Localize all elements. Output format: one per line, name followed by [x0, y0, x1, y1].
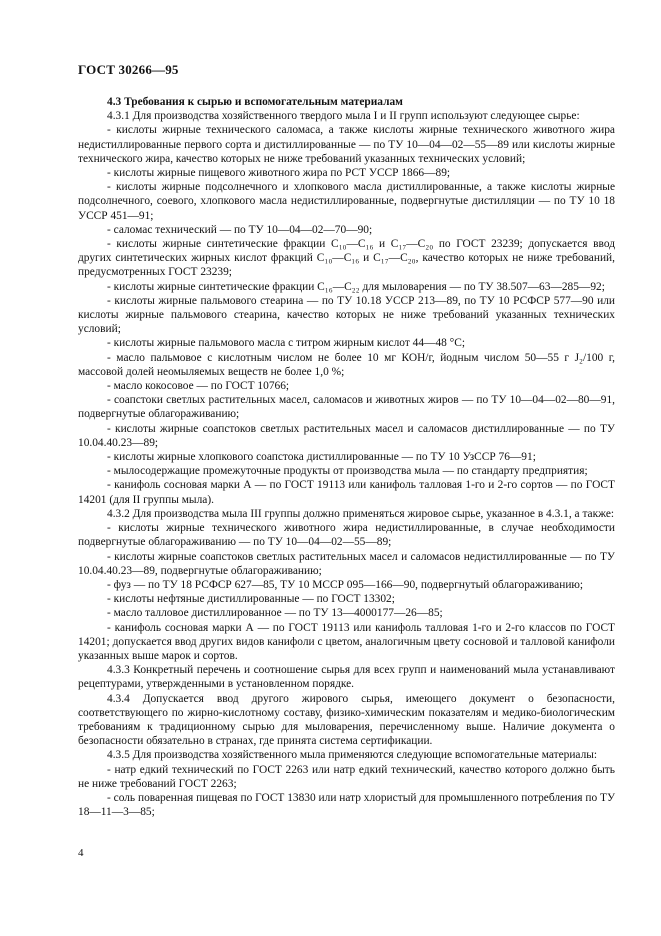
- list-item: - соль поваренная пищевая по ГОСТ 13830 или натр хлористый для промышленного потребления по ТУ 18—11—3—85;: [78, 791, 616, 819]
- list-item: - кислоты жирные соапстоков светлых растительных масел и саломасов недистиллированные — по ТУ 10.04.40.23—89, подвергнутые облагораживанию;: [78, 550, 615, 577]
- list-item: - кислоты жирные пальмового масла с титром жирным кислот 44—48 °С;: [107, 337, 466, 350]
- list-item: - кислоты жирные технического саломаса, а также кислоты жирные технического животного жира недистиллированные первого сорта и дистиллированные — по ТУ 10—04—02—55—89 или кислоты жирные технического жира, качество которых не ниже требований указанных технических условий;: [78, 124, 615, 165]
- list-item: - канифоль сосновая марки А — по ГОСТ 19113 или канифоль талловая 1-го и 2-го классов по ГОСТ 14201; допускается ввод других видов канифоли с цветом, аналогичным цвету сосновой и талловой канифоли указанных выше марок и сортов.: [78, 621, 615, 662]
- list-item: - кислоты жирные соапстоков светлых растительных масел и саломасов дистиллированные — по ТУ 10.04.40.23—89;: [78, 422, 615, 449]
- paragraph: 4.3.3 Конкретный перечень и соотношение сырья для всех групп и наименований мыла устанавливают рецептурами, утвержденными в установленном порядке.: [78, 664, 615, 691]
- list-item: - кислоты жирные синтетические фракции C₁₆—C₂₂ для мыловарения — по ТУ 38.507—63—285—92;: [107, 280, 605, 293]
- list-item: - кислоты жирные технического животного жира недистиллированные, в случае необходимости подвергнутые облагораживанию — по ТУ 10—04—02—55—89;: [78, 522, 615, 549]
- page-number: 4: [78, 847, 84, 859]
- list-item: - кислоты жирные хлопкового соапстока дистиллированные — по ТУ 10 УзССР 76—91;: [107, 451, 536, 464]
- paragraph: 4.3.5 Для производства хозяйственного мыла применяются следующие вспомогательные материалы:: [107, 749, 598, 762]
- list-item: - саломас технический — по ТУ 10—04—02—70—90;: [107, 223, 373, 236]
- list-item: - кислоты жирные подсолнечного и хлопкового масла дистиллированные, а также кислоты жирные подсолнечного, соевого, хлопкового масла недистиллированные, подвергнутые дистилляции — по ТУ 10 18 УССР 451—91;: [78, 181, 615, 222]
- list-item: - канифоль сосновая марки А — по ГОСТ 19113 или канифоль талловая 1-го и 2-го сортов — по ГОСТ 14201 (для II группы мыла).: [78, 479, 615, 506]
- list-item: - масло талловое дистиллированное — по ТУ 13—4000177—26—85;: [107, 607, 443, 620]
- list-item: - соапстоки светлых растительных масел, саломасов и животных жиров — по ТУ 10—04—02—80—91, подвергнутые облагораживанию;: [78, 394, 615, 421]
- list-item: - кислоты нефтяные дистиллированные — по ГОСТ 13302;: [107, 593, 395, 606]
- list-item: - масло кокосовое — по ГОСТ 10766;: [107, 380, 290, 393]
- paragraph: 4.3.4 Допускается ввод другого жирового сырья, имеющего документ о безопасности, соответствующего по жирно-кислотному составу, физико-химическим показателям и медико-биологическим требованиям к традиционному сырью для мыловарения, перечисленному выше. Наличие документа о безопасности обязательно в странах, где принята система сертификации.: [78, 692, 615, 748]
- section-content: [78, 95, 615, 819]
- list-item: - натр едкий технический по ГОСТ 2263 или натр едкий технический, качество которого должно быть не ниже требований ГОСТ 2263;: [78, 763, 615, 790]
- list-item: - кислоты жирные синтетические фракции C₁₀—C₁₆ и C₁₇—C₂₀ по ГОСТ 23239; допускается ввод других синтетических жирных кислот фракций C₁₀—C₁₆ и C₁₇—C₂₀, качество которых не ниже требований, предусмотренных ГОСТ 23239;: [78, 238, 615, 279]
- list-item: - кислоты жирные пальмового стеарина — по ТУ 10.18 УССР 213—89, по ТУ 10 РСФСР 577—90 или кислоты жирные пальмового стеарина, качество которых не ниже требований указанных технических условий;: [78, 294, 615, 336]
- section-heading: 4.3 Требования к сырью и вспомогательным материалам: [107, 96, 403, 108]
- list-item: - мылосодержащие промежуточные продукты от производства мыла — по стандарту предприятия;: [107, 465, 588, 478]
- standard-header: ГОСТ 30266—95: [78, 62, 179, 77]
- list-item: - фуз — по ТУ 18 РСФСР 627—85, ТУ 10 МССР 095—166—90, подвергнутый облагораживанию;: [107, 578, 584, 591]
- paragraph-list: [78, 109, 615, 819]
- list-item: - масло пальмовое с кислотным числом не более 10 мг КОН/г, йодным числом 50—55 г J₂/100 г, массовой долей неомыляемых веществ не более 1,0 %;: [78, 351, 615, 378]
- paragraph: 4.3.2 Для производства мыла III группы должно применяться жировое сырье, указанное в 4.3.1, а также:: [107, 507, 615, 520]
- paragraph: 4.3.1 Для производства хозяйственного твердого мыла I и II групп используют следующее сырье:: [107, 110, 580, 123]
- list-item: - кислоты жирные пищевого животного жира по РСТ УССР 1866—89;: [107, 167, 451, 180]
